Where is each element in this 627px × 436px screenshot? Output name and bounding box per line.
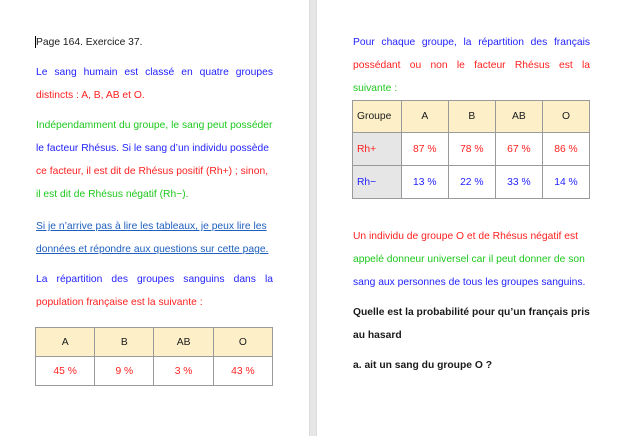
table-cell: 67 % <box>495 133 542 166</box>
table-cell: 9 % <box>95 357 154 386</box>
question-text: au hasard <box>353 330 402 341</box>
question-text: Quelle est la probabilité pour qu’un français pris <box>353 307 590 318</box>
table-cell: 45 % <box>36 357 95 386</box>
question-a: a. ait un sang du groupe O ? <box>353 360 493 371</box>
text-line: Un individu de groupe O et de Rhésus négatif est <box>353 231 578 242</box>
table-header-cell: B <box>95 328 154 357</box>
blood-group-table <box>35 327 273 386</box>
table-header-cell: O <box>213 328 272 357</box>
rhesus-table <box>352 100 590 199</box>
text-line: ce facteur, il est dit de Rhésus positif (Rh+) ; sinon, <box>36 166 269 177</box>
table-corner-cell: Groupe <box>353 101 402 133</box>
page-separator <box>309 0 317 436</box>
right-page <box>317 0 627 436</box>
text-line: Indépendamment du groupe, le sang peut posséder <box>36 120 273 131</box>
table-header-cell: AB <box>154 328 213 357</box>
text-line: distincts : A, B, AB et O. <box>36 90 145 101</box>
table-header-cell: O <box>542 101 589 133</box>
left-page <box>0 0 309 436</box>
row-header-rh-positive: Rh+ <box>353 133 402 166</box>
page-title: Page 164. Exercice 37. <box>36 37 143 48</box>
text-line: Pour chaque groupe, la répartition des français <box>353 37 590 48</box>
table-cell: 14 % <box>542 166 589 199</box>
text-line: suivante : <box>353 83 398 94</box>
accessible-data-link[interactable]: Si je n’arrive pas à lire les tableaux, je peux lire les <box>36 221 267 232</box>
text-line: sang aux personnes de tous les groupes sanguins. <box>353 277 586 288</box>
table-cell: 3 % <box>154 357 213 386</box>
text-line: appelé donneur universel car il peut donner de son <box>353 254 585 265</box>
table-header-cell: A <box>401 101 448 133</box>
table-cell: 22 % <box>448 166 495 199</box>
text-line: le facteur Rhésus. Si le sang d’un individu possède <box>36 143 269 154</box>
text-line: Le sang humain est classé en quatre groupes <box>36 67 273 78</box>
table-cell: 13 % <box>401 166 448 199</box>
table-header-cell: A <box>36 328 95 357</box>
row-header-rh-negative: Rh− <box>353 166 402 199</box>
table-header-cell: AB <box>495 101 542 133</box>
table-cell: 86 % <box>542 133 589 166</box>
text-line: il est dit de Rhésus négatif (Rh−). <box>36 189 189 200</box>
accessible-data-link[interactable]: données et répondre aux questions sur cette page. <box>36 244 269 255</box>
table-cell: 87 % <box>401 133 448 166</box>
table-cell: 78 % <box>448 133 495 166</box>
text-line: possédant ou non le facteur Rhésus est la <box>353 60 590 71</box>
text-line: population française est la suivante : <box>36 297 203 308</box>
table-cell: 33 % <box>495 166 542 199</box>
table-cell: 43 % <box>213 357 272 386</box>
table-header-cell: B <box>448 101 495 133</box>
text-line: La répartition des groupes sanguins dans la <box>36 274 273 285</box>
